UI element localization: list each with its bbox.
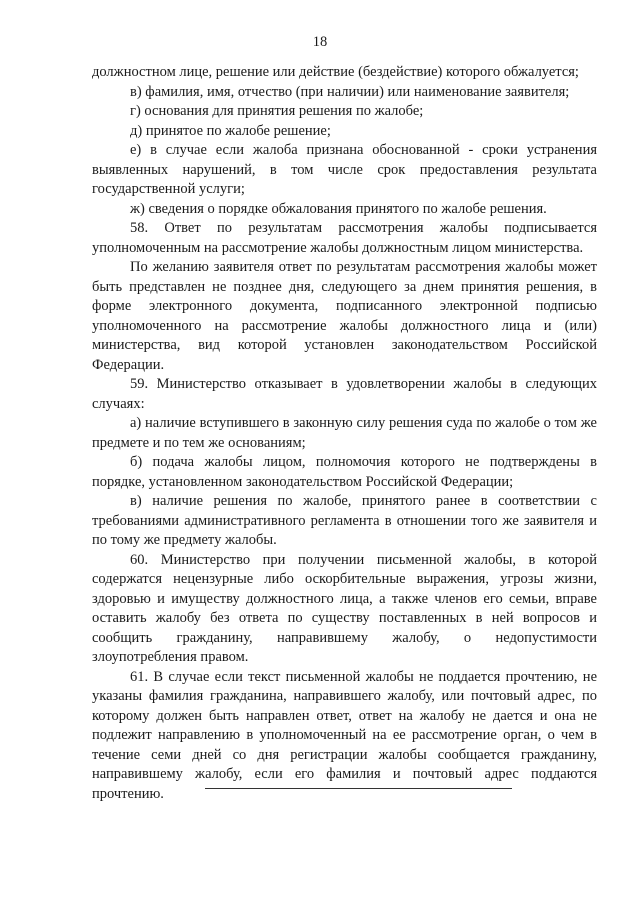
clause-58-paragraph-2: По желанию заявителя ответ по результатам рассмотрения жалобы может быть представлен не позднее дня, следующего за днем принятия решения, в форме электронного документа, подписанного электронной подписью уполномоченного на рассмотрение жалобы должностного лица и (или) министерства, вид которой установлен законодательством Российской Федерации. <box>92 259 597 373</box>
list-item-v-2: в) наличие решения по жалобе, принятого ранее в соответствии с требованиями административного регламента в отношении того же заявителя и по тому же предмету жалобы. <box>92 493 597 548</box>
clause-61: 61. В случае если текст письменной жалобы не поддается прочтению, не указаны фамилия гражданина, направившего жалобу, или почтовый адрес, по которому должен быть направлен ответ, ответ на жалобу не дается и она не подлежит направлению в уполномоченный на ее рассмотрение орган, о чем в течение семи дней со дня регистрации жалобы сообщается гражданину, направившему жалобу, если его фамилия и почтовый адрес поддаются прочтению. <box>92 668 597 802</box>
end-divider-line <box>205 788 512 789</box>
clause-58: 58. Ответ по результатам рассмотрения жалобы подписывается уполномоченным на рассмотрение жалобы должностным лицом министерства. <box>92 220 597 256</box>
list-item-zh: ж) сведения о порядке обжалования принятого по жалобе решения. <box>130 200 547 217</box>
page-number: 18 <box>312 34 328 50</box>
list-item-d: д) принятое по жалобе решение; <box>130 122 331 139</box>
list-item-e: е) в случае если жалоба признана обоснованной - сроки устранения выявленных нарушений, в том числе срок предоставления результата государственной услуги; <box>92 142 597 197</box>
list-item-v: в) фамилия, имя, отчество (при наличии) или наименование заявителя; <box>130 83 570 100</box>
paragraph-continuation: должностном лице, решение или действие (бездействие) которого обжалуется; <box>92 64 579 80</box>
clause-59: 59. Министерство отказывает в удовлетворении жалобы в следующих случаях: <box>92 376 597 412</box>
document-body <box>92 63 597 804</box>
list-item-b: б) подача жалобы лицом, полномочия которого не подтверждены в порядке, установленном законодательством Российской Федерации; <box>92 454 597 490</box>
list-item-g: г) основания для принятия решения по жалобе; <box>130 103 424 119</box>
clause-60: 60. Министерство при получении письменной жалобы, в которой содержатся нецензурные либо оскорбительные выражения, угрозы жизни, здоровью и имуществу должностного лица, а также членов его семьи, вправе оставить жалобу без ответа по существу поставленных в ней вопросов и сообщить гражданину, направившему жалобу, о недопустимости злоупотребления правом. <box>92 551 597 665</box>
list-item-a: а) наличие вступившего в законную силу решения суда по жалобе о том же предмете и по тем же основаниям; <box>92 415 597 451</box>
